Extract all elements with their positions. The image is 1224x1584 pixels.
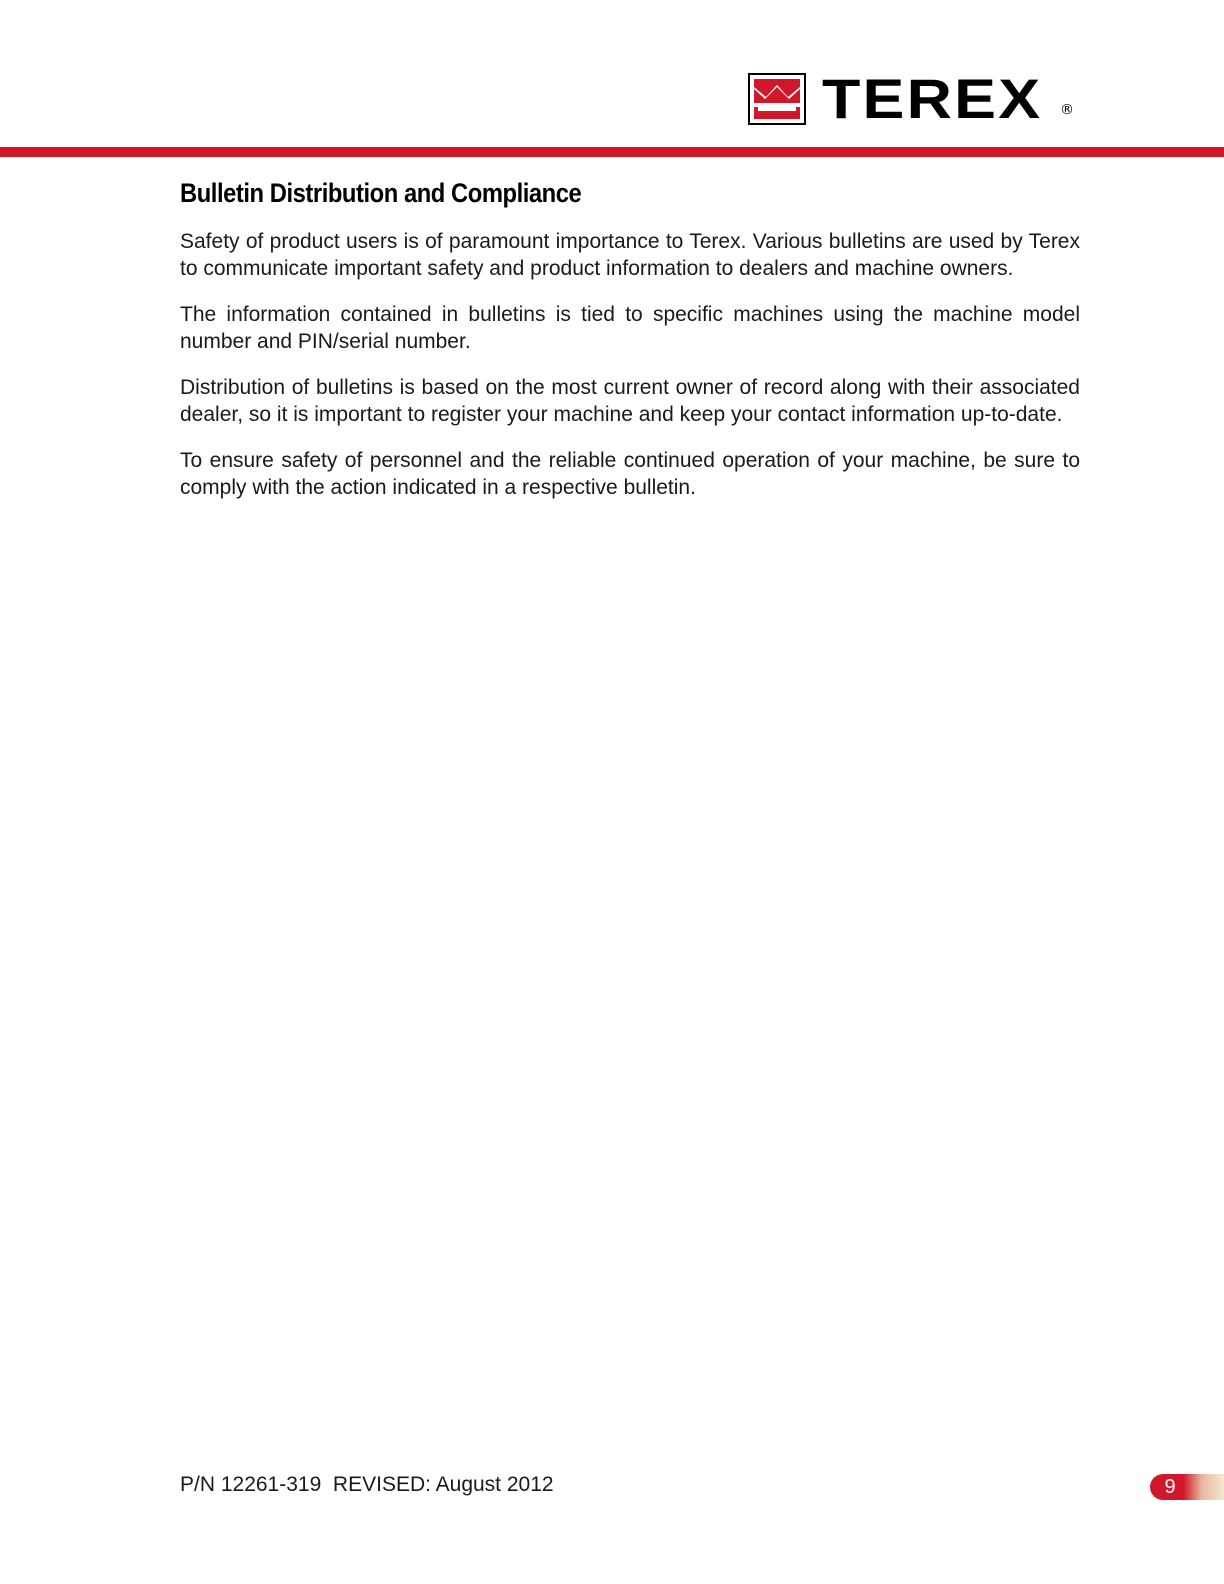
terex-logo — [748, 67, 1074, 130]
footer-part-number: P/N 12261-319 REVISED: August 2012 — [180, 1473, 554, 1496]
terex-wordmark: TEREX — [822, 67, 1043, 130]
paragraph-distribution: Distribution of bulletins is based on the most current owner of record along with their associated dealer, so it is important to register your machine and keep your contact information up-to-date. — [180, 376, 1080, 426]
paragraph-safety: Safety of product users is of paramount importance to Terex. Various bulletins are used by Terex to communicate important safety and product information to dealers and machine owners. — [180, 230, 1080, 280]
page-number-tab — [1150, 1474, 1224, 1500]
paragraph-machine-info: The information contained in bulletins is tied to specific machines using the machine model number and PIN/serial number. — [180, 303, 1080, 353]
paragraph-compliance: To ensure safety of personnel and the reliable continued operation of your machine, be sure to comply with the action indicated in a respective bulletin. — [180, 449, 1080, 499]
page-title: Bulletin Distribution and Compliance — [180, 178, 582, 208]
registered-mark: ® — [1060, 102, 1074, 118]
header-rule — [0, 147, 1224, 157]
body-text — [180, 229, 1080, 521]
page-number: 9 — [1164, 1476, 1176, 1498]
terex-crown-icon — [748, 73, 806, 125]
